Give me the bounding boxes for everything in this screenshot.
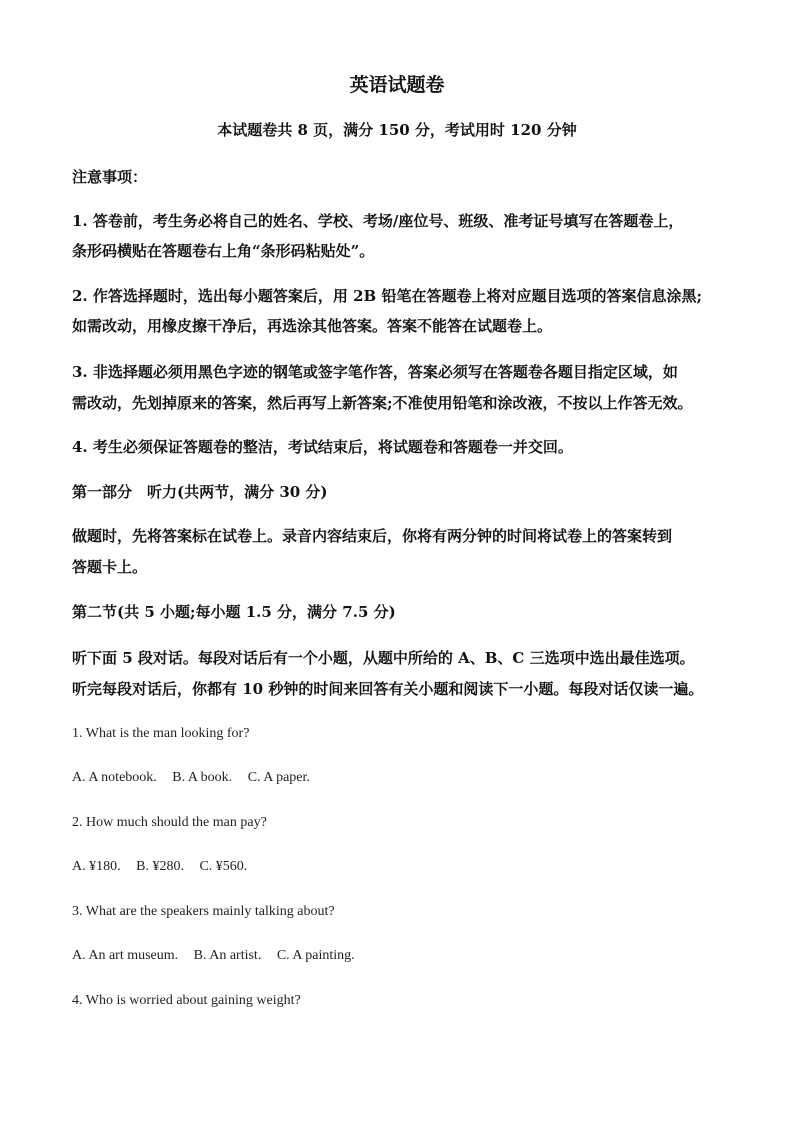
- question-3: 3. What are the speakers mainly talking about?: [72, 904, 335, 919]
- question-3-option-b: B. An artist.: [193, 948, 262, 963]
- notice-1-line-1: 1. 答卷前，考生务必将自己的姓名、学校、考场/座位号、班级、准考证号填写在答题卷上，: [72, 212, 684, 230]
- notice-1-line-2: 条形码横贴在答题卷右上角“条形码粘贴处”。: [72, 242, 375, 260]
- notice-4-line-1: 4. 考生必须保证答题卷的整洁，考试结束后，将试题卷和答题卷一并交回。: [72, 438, 573, 456]
- notice-heading: 注意事项：: [72, 168, 148, 186]
- notice-2-line-2: 如需改动，用橡皮擦干净后，再选涂其他答案。答案不能答在试题卷上。: [72, 317, 553, 335]
- part-1-instructions-line-2: 答题卡上。: [72, 558, 148, 576]
- notice-3-line-1: 3. 非选择题必须用黑色字迹的钢笔或签字笔作答，答案必须写在答题卷各题目指定区域，如: [72, 363, 678, 381]
- part-1-heading: 第一部分 听力(共两节，满分 30 分): [72, 483, 328, 501]
- question-1-options: [72, 769, 322, 787]
- part-1-instructions-line-1: 做题时，先将答案标在试卷上。录音内容结束后，你将有两分钟的时间将试卷上的答案转到: [72, 527, 673, 545]
- section-2-instructions-line-2: 听完每段对话后，你都有 10 秒钟的时间来回答有关小题和阅读下一小题。每段对话仅读一遍。: [72, 680, 704, 698]
- question-3-options: [72, 947, 367, 965]
- section-2-heading: 第二节(共 5 小题;每小题 1.5 分，满分 7.5 分): [72, 603, 396, 621]
- question-3-option-a: A. An art museum.: [72, 948, 179, 963]
- exam-title: 英语试题卷: [349, 74, 445, 96]
- question-1-option-a: A. A notebook.: [72, 770, 157, 785]
- question-2-option-a: A. ¥180.: [72, 859, 121, 874]
- question-1: 1. What is the man looking for?: [72, 726, 250, 741]
- question-2: 2. How much should the man pay?: [72, 815, 267, 830]
- question-2-option-b: B. ¥280.: [136, 859, 184, 874]
- question-2-options: [72, 858, 259, 876]
- question-1-option-b: B. A book.: [172, 770, 233, 785]
- section-2-instructions-line-1: 听下面 5 段对话。每段对话后有一个小题，从题中所给的 A、B、C 三选项中选出最佳选项。: [72, 649, 695, 667]
- notice-2-line-1: 2. 作答选择题时，选出每小题答案后，用 2B 铅笔在答题卷上将对应题目选项的答案信息涂黑;: [72, 287, 702, 305]
- exam-subtitle: 本试题卷共 8 页，满分 150 分，考试用时 120 分钟: [217, 121, 577, 139]
- question-4: 4. Who is worried about gaining weight?: [72, 993, 301, 1008]
- notice-3-line-2: 需改动，先划掉原来的答案，然后再写上新答案;不准使用铅笔和涂改液，不按以上作答无效。: [72, 394, 693, 412]
- question-2-option-c: C. ¥560.: [199, 859, 248, 874]
- question-3-option-c: C. A painting.: [276, 948, 355, 963]
- question-1-option-c: C. A paper.: [247, 770, 310, 785]
